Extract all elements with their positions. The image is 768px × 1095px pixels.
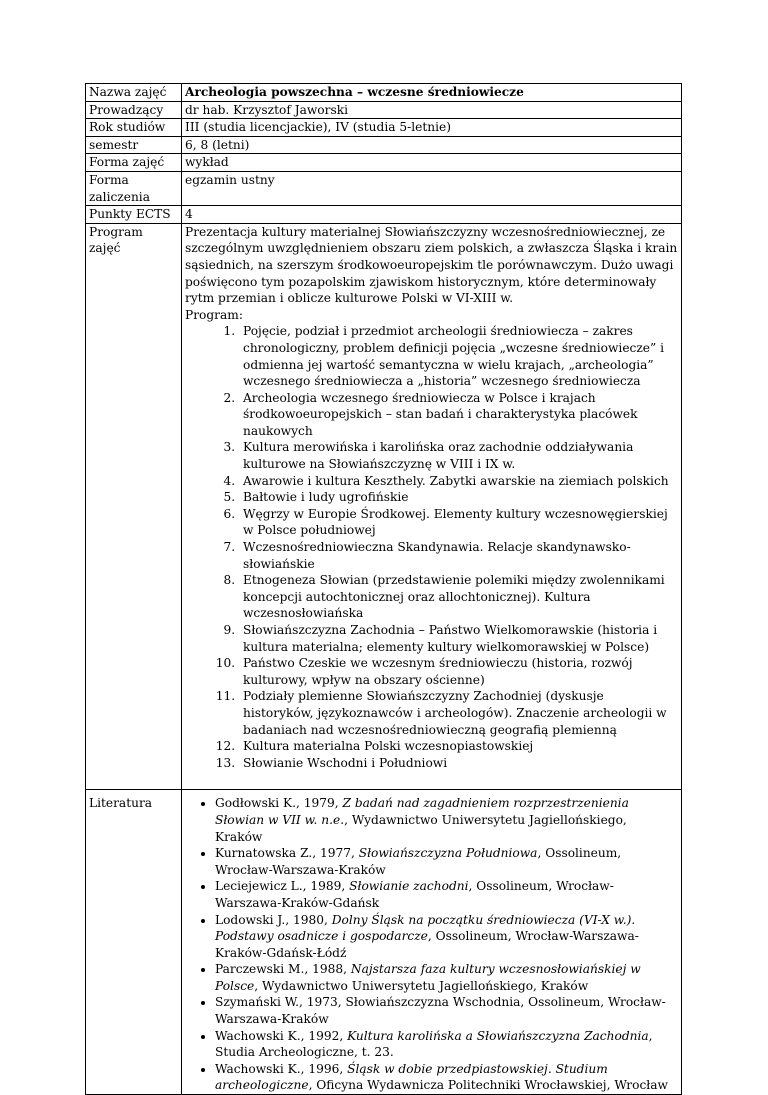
program-content [182, 223, 682, 790]
row-ects [86, 206, 682, 224]
semester-label: semestr [86, 136, 182, 154]
row-year [86, 119, 682, 137]
list-item: 5. Bałtowie i ludy ugrofińskie [239, 489, 678, 506]
list-item: 13. Słowianie Wschodni i Południowi [239, 755, 678, 772]
list-item: • Wachowski K., 1992, Kultura karolińska a Słowiańszczyzna Zachodnia, Studia Archeologiczne, t. 23. [215, 1028, 678, 1061]
program-heading: Program: [185, 307, 243, 322]
assessment-label: Forma zaliczenia [86, 171, 182, 205]
literature-list [185, 795, 678, 1094]
row-literature [86, 790, 682, 1095]
year-label: Rok studiów [86, 119, 182, 137]
list-item: • Szymański W., 1973, Słowiańszczyzna Wschodnia, Ossolineum, Wrocław-Warszawa-Kraków [215, 994, 678, 1027]
list-item: 9. Słowiańszczyzna Zachodnia – Państwo Wielkomorawskie (historia i kultura materialna; elementy kultury wielkomorawskiej w Polsce) [239, 622, 678, 655]
literature-label: Literatura [86, 790, 182, 1095]
lecturer-value: dr hab. Krzysztof Jaworski [182, 101, 682, 119]
lecturer-label: Prowadzący [86, 101, 182, 119]
list-item: • Kurnatowska Z., 1977, Słowiańszczyzna Południowa, Ossolineum, Wrocław-Warszawa-Kraków [215, 845, 678, 878]
list-item: • Lodowski J., 1980, Dolny Śląsk na początku średniowiecza (VI-X w.). Podstawy osadnicze i gospodarcze, Ossolineum, Wrocław-Warszawa-Kraków-Gdańsk-Łódź [215, 912, 678, 962]
list-item: 8. Etnogeneza Słowian (przedstawienie polemiki między zwolennikami koncepcji autochtonicznej oraz allochtonicznej). Kultura wczesnosłowiańska [239, 572, 678, 622]
program-intro: Prezentacja kultury materialnej Słowiańszczyzny wczesnośredniowiecznej, ze szczególnym uwzględnieniem obszaru ziem polskich, a zwłaszcza Śląska i krain sąsiednich, na szerszym środkowoeuropejskim tle porównawczym. Dużo uwagi poświęcono tym pozapolskim zjawiskom historycznym, które determinowały rytm przemian i oblicze kulturowe Polski w VI-XIII w. [185, 224, 678, 306]
program-label: Program zajęć [86, 223, 182, 790]
course-name-label: Nazwa zajęć [86, 84, 182, 102]
literature-content [182, 790, 682, 1095]
course-name-value: Archeologia powszechna – wczesne średniowiecze [182, 84, 682, 102]
list-item: 10. Państwo Czeskie we wczesnym średniowieczu (historia, rozwój kulturowy, wpływ na obszary ościenne) [239, 655, 678, 688]
row-course-name [86, 84, 682, 102]
year-value: III (studia licencjackie), IV (studia 5-letnie) [182, 119, 682, 137]
list-item: 2. Archeologia wczesnego średniowiecza w Polsce i krajach środkowoeuropejskich – stan badań i charakterystyka placówek naukowych [239, 390, 678, 440]
row-lecturer [86, 101, 682, 119]
list-item: 11. Podziały plemienne Słowiańszczyzny Zachodniej (dyskusje historyków, językoznawców i archeologów). Znaczenie archeologii w badaniach nad wczesnośredniowieczną geografią plemienną [239, 688, 678, 738]
ects-value: 4 [182, 206, 682, 224]
list-item: • Parczewski M., 1988, Najstarsza faza kultury wczesnosłowiańskiej w Polsce, Wydawnictwo Uniwersytetu Jagiellońskiego, Kraków [215, 961, 678, 994]
list-item: • Leciejewicz L., 1989, Słowianie zachodni, Ossolineum, Wrocław-Warszawa-Kraków-Gdańsk [215, 878, 678, 911]
row-program [86, 223, 682, 790]
row-assessment [86, 171, 682, 205]
row-form [86, 154, 682, 172]
row-semester [86, 136, 682, 154]
list-item: 7. Wczesnośredniowieczna Skandynawia. Relacje skandynawsko-słowiańskie [239, 539, 678, 572]
list-item: 1. Pojęcie, podział i przedmiot archeologii średniowiecza – zakres chronologiczny, problem definicji pojęcia „wczesne średniowiecze” i odmienna jej wartość semantyczna w wielu krajach, „archeologia” wczesnego średniowiecza a „historia” wczesnego średniowiecza [239, 323, 678, 389]
ects-label: Punkty ECTS [86, 206, 182, 224]
assessment-value: egzamin ustny [182, 171, 682, 205]
list-item: 12. Kultura materialna Polski wczesnopiastowskiej [239, 738, 678, 755]
syllabus-table [85, 83, 682, 1095]
list-item: 4. Awarowie i kultura Keszthely. Zabytki awarskie na ziemiach polskich [239, 473, 678, 490]
form-label: Forma zajęć [86, 154, 182, 172]
list-item: • Wachowski K., 1996, Śląsk w dobie przedpiastowskiej. Studium archeologiczne, Oficyna Wydawnicza Politechniki Wrocławskiej, Wrocław [215, 1061, 678, 1094]
list-item: 6. Węgrzy w Europie Środkowej. Elementy kultury wczesnowęgierskiej w Polsce południowej [239, 506, 678, 539]
form-value: wykład [182, 154, 682, 172]
list-item: • Godłowski K., 1979, Z badań nad zagadnieniem rozprzestrzenienia Słowian w VII w. n.e., Wydawnictwo Uniwersytetu Jagiellońskiego, Kraków [215, 795, 678, 845]
list-item: 3. Kultura merowińska i karolińska oraz zachodnie oddziaływania kulturowe na Słowiańszczyznę w VIII i IX w. [239, 439, 678, 472]
program-list [185, 323, 678, 771]
semester-value: 6, 8 (letni) [182, 136, 682, 154]
